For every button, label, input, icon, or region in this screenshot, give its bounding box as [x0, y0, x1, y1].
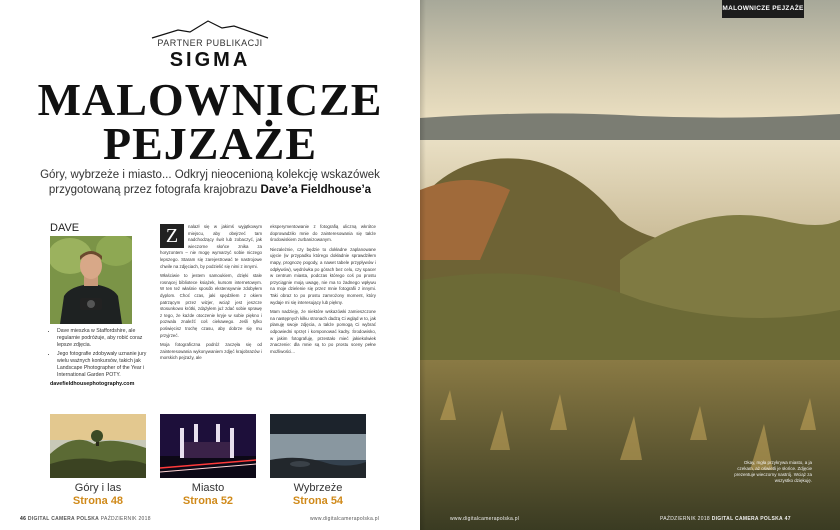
dropcap: Z: [160, 224, 184, 248]
footer-magazine: DIGITAL CAMERA POLSKA: [711, 516, 783, 522]
author-name: DAVE: [50, 222, 80, 234]
thumb-page-number: Strona 52: [182, 495, 234, 507]
sigma-logo: SIGMA: [169, 49, 251, 71]
thumb-coast[interactable]: [270, 414, 366, 478]
footer-magazine: DIGITAL CAMERA POLSKA: [27, 516, 100, 522]
thumb-label-coast[interactable]: [270, 482, 366, 508]
thumb-mountains-forest[interactable]: [50, 414, 146, 478]
thumb-page-number: Strona 48: [72, 495, 124, 507]
thumb-title: Wybrzeże: [293, 482, 343, 494]
partner-block: [150, 18, 270, 72]
author-bio-item: • Jego fotografie zdobywały uznanie jury wielu ważnych konkursów, takich jak Landscape Photographer of the Year i International Garden POTY.: [57, 351, 148, 379]
footer-right-url[interactable]: www.digitalcamerapolska.pl: [450, 516, 520, 522]
article-paragraph: Moja fotograficzna podróż zaczęła się od zainteresowania wykonywaniem zdjęć krajobrazów i morskich pejzaży, ale: [160, 342, 262, 361]
mountain-line-icon: [150, 18, 270, 40]
footer-month: PAŹDZIERNIK 2018: [660, 516, 710, 522]
photo-caption: Okay, mgła przykrywa miasto, a ja czekam, aż oświetli je słońce. Zdjęcie prezentuje wieczorny nastrój. Wciąż za wszystko dziękuję.: [734, 460, 812, 483]
footer-left: [20, 516, 151, 522]
footer-month: PAŹDZIERNIK 2018: [100, 516, 151, 522]
article-column-1: [160, 224, 262, 365]
footer-page-number: 47: [784, 516, 791, 522]
thumb-page-number: Strona 54: [292, 495, 344, 507]
section-tag: MALOWNICZE PEJZAŻE: [722, 0, 804, 18]
city-thumbnail-image: [160, 414, 256, 478]
article-paragraph: Niezależnie, czy będzie to dokładne zaplanowane ujęcie (w przypadku którego dokładnie sprawdziłem mapy, prognozę pogody, a nawet tabele przypływów i odpływów), wędrówka po górach bez celu, czy spacer w centrum miasta, podczas którego coś po prostu przyciągnie moją uwagę, nie ma to żadnego wpływu na moje dzielenie się przez mnie fotografii z innymi. Taki obraz to po prostu zamrożony moment, który wydaje mi się interesujący lub piękny.: [270, 246, 376, 305]
article-column-2: [270, 224, 376, 358]
gutter-shadow: [420, 0, 426, 530]
article-paragraph: nalazł się w jakimś wyjątkowym miejscu, aby obejrzeć tam nadchodzący świt lub zobaczyć, jak wieczorne słońce znika za horyzontem – nie mogę wymarzyć sobie niczego lepszego. Staram się zarejestrować te nastrojowe chwile na zdjęciach, by podzielić się nimi z innymi.: [160, 224, 262, 269]
author-website-link[interactable]: davefieldhousephotography.com: [50, 381, 135, 387]
footer-left-url[interactable]: www.digitalcamerapolska.pl: [310, 516, 380, 522]
subtitle-text: Góry, wybrzeże i miasto... Odkryj nieocenioną kolekcję wskazówek przygotowaną przez fotografa krajobrazu: [40, 169, 380, 196]
author-portrait-illustration: [50, 236, 132, 324]
thumb-label-city[interactable]: [160, 482, 256, 508]
subtitle-author: Dave’a Fieldhouse’a: [260, 184, 372, 196]
author-bio-item: • Dave mieszka w Staffordshire, ale regularnie podróżuje, aby robić coraz lepsze zdjęcia.: [57, 328, 148, 349]
subtitle: [30, 168, 390, 198]
author-photo: [50, 236, 132, 324]
partner-label: PARTNER PUBLIKACJI: [157, 38, 263, 48]
main-title: [0, 74, 420, 169]
thumb-title: Góry i las: [74, 482, 122, 494]
right-page-landscape-photo: [420, 0, 840, 530]
thumb-city[interactable]: [160, 414, 256, 478]
thumb-label-mountains[interactable]: [50, 482, 146, 508]
thumb-title: Miasto: [191, 482, 225, 494]
mountains-thumbnail-image: [50, 414, 146, 478]
article-paragraph: eksperymentowanie z fotografią uliczną wkrótce doprowadziło mnie do zainteresowania się także środowiskiem zurbanizowanym.: [270, 224, 376, 243]
footer-right: [660, 516, 791, 522]
main-title-line-2: PEJZAŻE: [102, 118, 318, 169]
article-paragraph: Właściwie to jestem samoukiem, dzięki stale rosnącej bibliotece książek, kursom internetowym. W ten też właśnie sposób ekstensywnie zdobyłem dyplom. Choć czas, jaki spędziłem z okiem patrzącym przez wizjer, wciąż jest jeszcze stosunkowo krótki, zdążyłem już zdać sobie sprawę z tego, że każde otoczenie kryje w sobie piękno i pozwala znaleźć coś ciekawego. Jeśli tylko poświęcisz trochę czasu, aby dobrze się mu przyjrzeć.: [160, 273, 262, 338]
coast-thumbnail-image: [270, 414, 366, 478]
footer-page-number: 46: [20, 516, 27, 522]
author-bio: [50, 328, 148, 388]
main-title-line-1: MALOWNICZE: [37, 74, 383, 125]
article-paragraph: Mam nadzieję, że niektóre wskazówki zamieszczone na następnych kilku stronach dadzą Ci wgląd w to, jak planuję swoje zdjęcia, a także pomogą Ci wybrać odpowiedni sprzęt i komponować kadry. Środowisko, w jakim fotografuję, przestało mieć jakiekolwiek znaczenie: dla mnie są to po prostu sceny pełne możliwości...: [270, 309, 376, 354]
landscape-photo-illustration: [420, 0, 840, 530]
